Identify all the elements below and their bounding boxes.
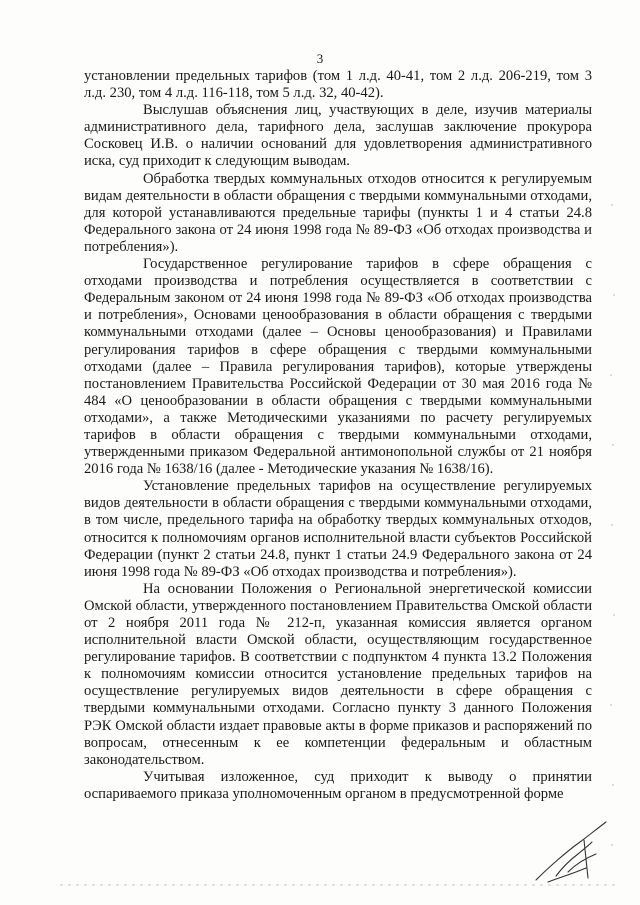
paragraph: Обработка твердых коммунальных отходов относится к регулируемым видам деятельности в области обращения с твердыми коммунальными отходами, для которой устанавливаются предельные тарифы (пункты 1 и 4 статьи 24.8 Федерального закона от 24 июня 1998 года № 89-ФЗ «Об отходах производства и потребления»). bbox=[84, 170, 592, 255]
scan-margin-marks bbox=[600, 185, 630, 875]
paragraph: Государственное регулирование тарифов в сфере обращения с отходами производства и потребления осуществляется в соответствии с Федеральным законом от 24 июня 1998 года № 89-ФЗ «Об отходах производства и потребления», Основами ценообразования в области обращения с твердыми коммунальными отходами (далее – Основы ценообразования) и Правилами регулирования тарифов в сфере обращения с твердыми коммунальными отходами (далее – Правила регулирования тарифов), которые утверждены постановлением Правительства Российской Федерации от 30 мая 2016 года № 484 «О ценообразовании в области обращения с твердыми коммунальными отходами», а также Методическими указаниями по расчету регулируемых тарифов в области обращения с твердыми коммунальными отходами, утвержденными приказом Федеральной антимонопольной службы от 21 ноября 2016 года № 1638/16 (далее - Методические указания № 1638/16). bbox=[84, 256, 592, 478]
document-body bbox=[84, 68, 592, 803]
scan-bottom-line bbox=[60, 883, 620, 887]
page-number: 3 bbox=[316, 51, 324, 66]
paragraph: Установление предельных тарифов на осуществление регулируемых видов деятельности в области обращения с твердыми коммунальными отходами, в том числе, предельного тарифа на обработку твердых коммунальных отходов, относится к полномочиям органов исполнительной власти субъектов Российской Федерации (пункт 2 статьи 24.8, пункт 1 статьи 24.9 Федерального закона от 24 июня 1998 года № 89-ФЗ «Об отходах производства и потребления»). bbox=[84, 478, 592, 580]
paragraph: Выслушав объяснения лиц, участвующих в деле, изучив материалы административного дела, тарифного дела, заслушав заключение прокурора Сосковец И.В. о наличии оснований для удовлетворения административного иска, суд приходит к следующим выводам. bbox=[84, 102, 592, 170]
signature-mark bbox=[528, 818, 618, 888]
paragraph: Учитывая изложенное, суд приходит к выводу о принятии оспариваемого приказа уполномоченным органом в предусмотренной форме bbox=[84, 768, 592, 802]
paragraph: На основании Положения о Региональной энергетической комиссии Омской области, утвержденного постановлением Правительства Омской области от 2 ноября 2011 года № 212-п, указанная комиссия является органом исполнительной власти Омской области, осуществляющим государственное регулирование тарифов. В соответствии с подпунктом 4 пункта 13.2 Положения к полномочиям комиссии относится установление предельных тарифов на осуществление регулируемых видов деятельности в сфере обращения с твердыми коммунальными отходами. Согласно пункту 3 данного Положения РЭК Омской области издает правовые акты в форме приказов и распоряжений по вопросам, отнесенным к ее компетенции федеральным и областным законодательством. bbox=[84, 580, 592, 768]
paragraph: установлении предельных тарифов (том 1 л.д. 40-41, том 2 л.д. 206-219, том 3 л.д. 230, том 4 л.д. 116-118, том 5 л.д. 32, 40-42). bbox=[84, 68, 592, 102]
